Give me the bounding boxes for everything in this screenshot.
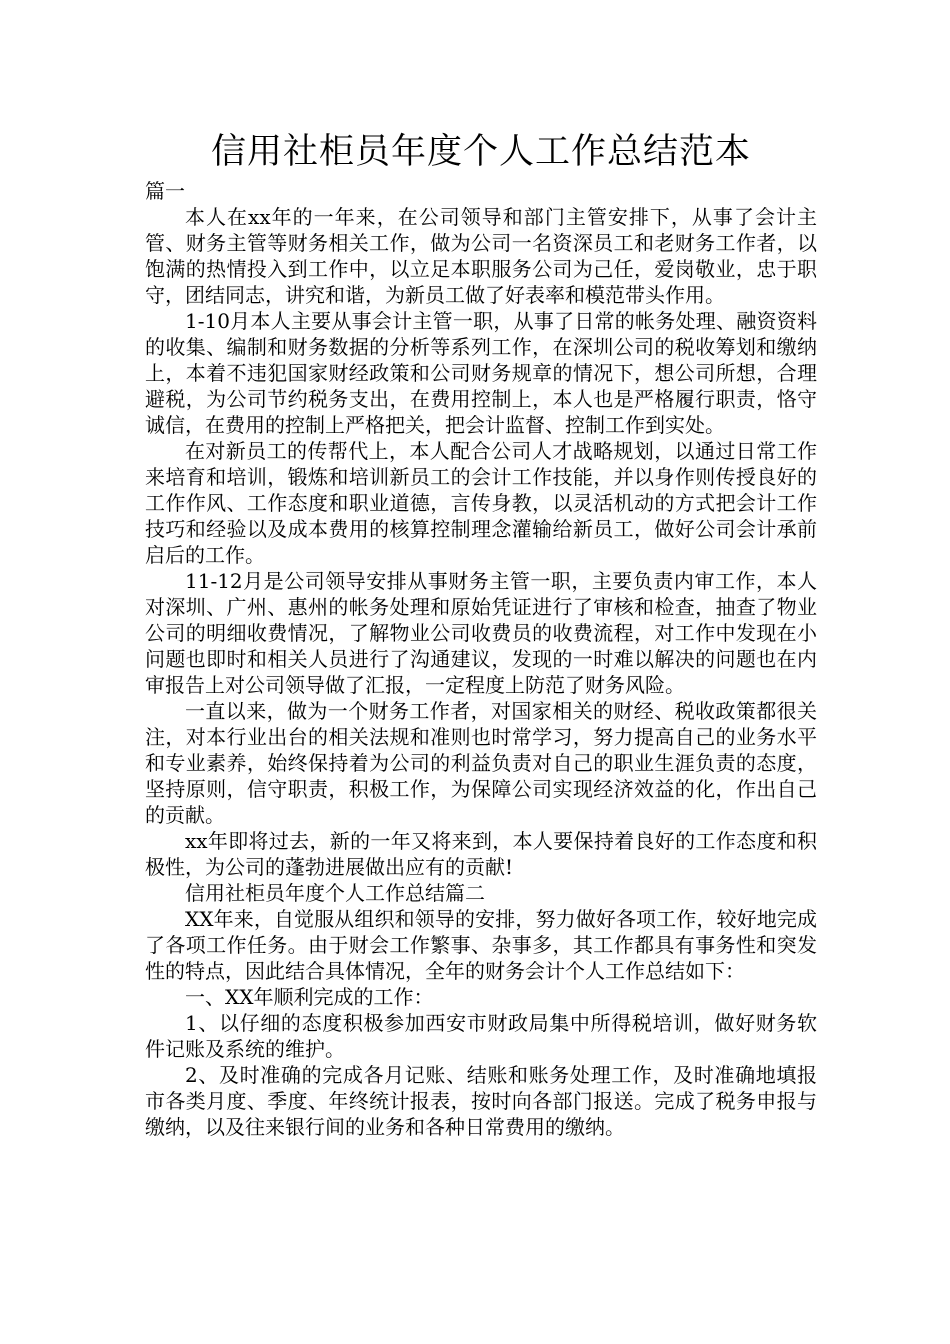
section-heading: 信用社柜员年度个人工作总结篇二 <box>185 881 485 905</box>
document-page <box>145 128 817 1140</box>
paragraph: 一直以来，做为一个财务工作者，对国家相关的财经、税收政策都很关注，对本行业出台的相关法规和准则也时常学习，努力提高自己的业务水平和专业素养，始终保持着为公司的利益负责对自己的职业生涯负责的态度，坚持原则，信守职责，积极工作，为保障公司实现经济效益的化，作出自己的贡献。 <box>145 699 817 827</box>
paragraph: 本人在xx年的一年来，在公司领导和部门主管安排下，从事了会计主管、财务主管等财务相关工作，做为公司一名资深员工和老财务工作者，以饱满的热情投入到工作中，以立足本职服务公司为己任，爱岗敬业，忠于职守，团结同志，讲究和谐，为新员工做了好表率和模范带头作用。 <box>145 205 817 307</box>
paragraph: xx年即将过去，新的一年又将来到，本人要保持着良好的工作态度和积极性，为公司的蓬勃进展做出应有的贡献! <box>145 829 817 879</box>
list-item: 1、以仔细的态度积极参加西安市财政局集中所得税培训，做好财务软件记账及系统的维护。 <box>145 1011 817 1061</box>
subsection-heading: 一、XX年顺利完成的工作： <box>185 985 434 1009</box>
paragraph: 11-12月是公司领导安排从事财务主管一职，主要负责内审工作，本人对深圳、广州、惠州的帐务处理和原始凭证进行了审核和检查，抽查了物业公司的明细收费情况，了解物业公司收费员的收费流程，对工作中发现在小问题也即时和相关人员进行了沟通建议，发现的一时难以解决的问题也在内审报告上对公司领导做了汇报，一定程度上防范了财务风险。 <box>145 569 817 697</box>
list-item: 2、及时准确的完成各月记账、结账和账务处理工作，及时准确地填报市各类月度、季度、年终统计报表，按时向各部门报送。完成了税务申报与缴纳，以及往来银行间的业务和各种日常费用的缴纳。 <box>145 1063 817 1139</box>
document-title: 信用社柜员年度个人工作总结范本 <box>210 132 751 172</box>
paragraph: 1-10月本人主要从事会计主管一职，从事了日常的帐务处理、融资资料的收集、编制和财务数据的分析等系列工作，在深圳公司的税收筹划和缴纳上，本着不违犯国家财经政策和公司财务规章的情况下，想公司所想，合理避税，为公司节约税务支出，在费用控制上，本人也是严格履行职责，恪守诚信，在费用的控制上严格把关，把会计监督、控制工作到实处。 <box>145 309 817 437</box>
section-label: 篇一 <box>145 179 185 203</box>
paragraph: XX年来，自觉服从组织和领导的安排，努力做好各项工作，较好地完成了各项工作任务。由于财会工作繁事、杂事多，其工作都具有事务性和突发性的特点，因此结合具体情况，全年的财务会计个人工作总结如下： <box>145 907 817 983</box>
paragraph: 在对新员工的传帮代上，本人配合公司人才战略规划，以通过日常工作来培育和培训，锻炼和培训新员工的会计工作技能，并以身作则传授良好的工作作风、工作态度和职业道德，言传身教，以灵活机动的方式把会计工作技巧和经验以及成本费用的核算控制理念灌输给新员工，做好公司会计承前启后的工作。 <box>145 439 817 567</box>
